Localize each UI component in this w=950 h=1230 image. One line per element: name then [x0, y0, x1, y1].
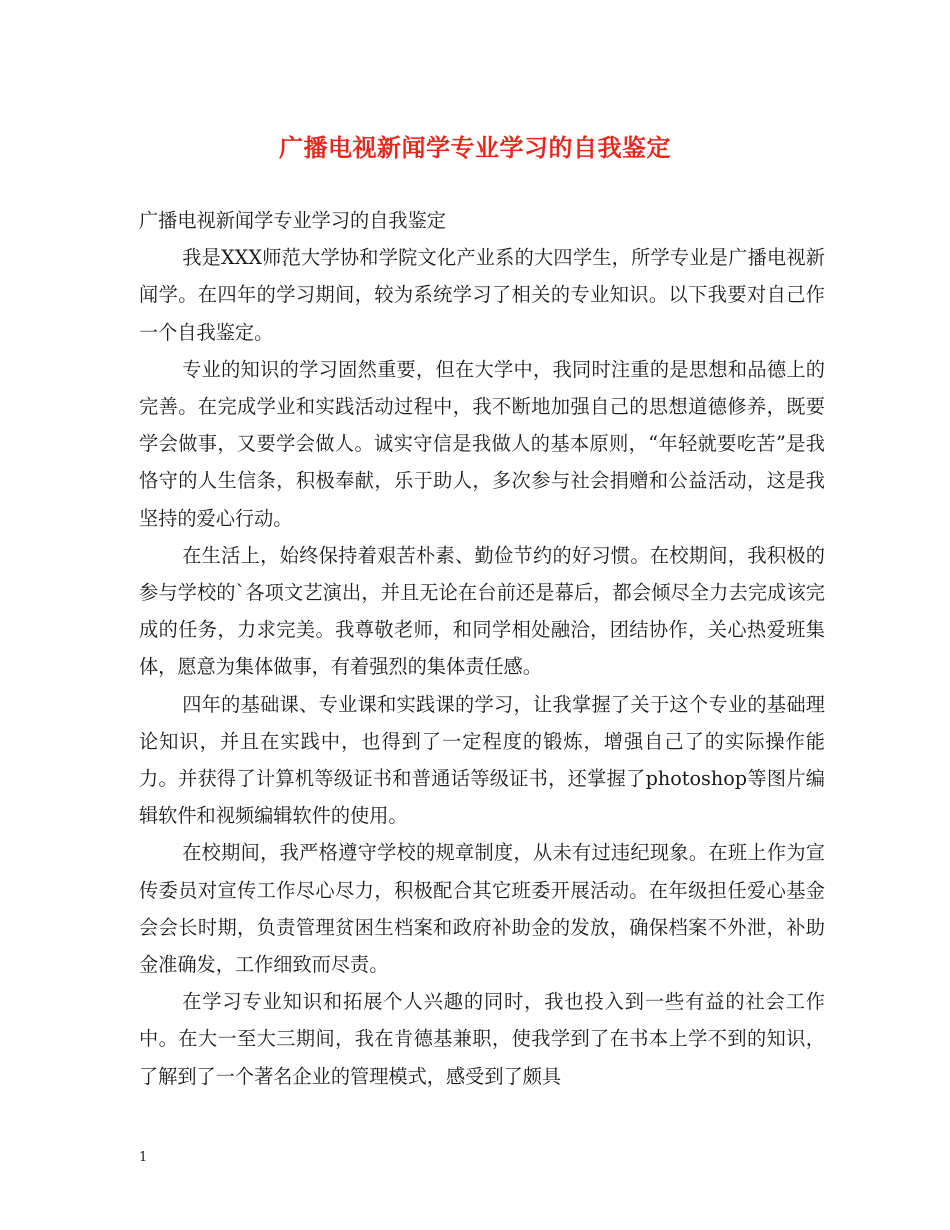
- page-number: 1: [139, 1150, 148, 1165]
- paragraph-moral: 专业的知识的学习固然重要，但在大学中，我同时注重的是思想和品德上的完善。在完成学业和实践活动过程中，我不断地加强自己的思想道德修养，既要学会做事，又要学会做人。诚实守信是我做人的基本原则，“年轻就要吃苦”是我恪守的人生信条，积极奉献，乐于助人，多次参与社会捐赠和公益活动，这是我坚持的爱心行动。: [139, 357, 825, 530]
- document-body: [139, 202, 825, 1095]
- paragraph-intro: 我是XXX师范大学协和学院文化产业系的大四学生，所学专业是广播电视新闻学。在四年的学习期间，较为系统学习了相关的专业知识。以下我要对自己作一个自我鉴定。: [139, 246, 825, 344]
- paragraph-life: 在生活上，始终保持着艰苦朴素、勤俭节约的好习惯。在校期间，我积极的参与学校的`各项文艺演出，并且无论在台前还是幕后，都会倾尽全力去完成该完成的任务，力求完美。我尊敬老师，和同学相处融洽，团结协作，关心热爱班集体，愿意为集体做事，有着强烈的集体责任感。: [139, 543, 825, 679]
- paragraph-study: 四年的基础课、专业课和实践课的学习，让我掌握了关于这个专业的基础理论知识，并且在实践中，也得到了一定程度的锻炼，增强自己了的实际操作能力。并获得了计算机等级证书和普通话等级证书，还掌握了photoshop等图片编辑软件和视频编辑软件的使用。: [139, 692, 825, 828]
- paragraph-discipline: 在校期间，我严格遵守学校的规章制度，从未有过违纪现象。在班上作为宣传委员对宣传工作尽心尽力，积极配合其它班委开展活动。在年级担任爱心基金会会长时期，负责管理贫困生档案和政府补助金的发放，确保档案不外泄，补助金准确发，工作细致而尽责。: [139, 841, 825, 977]
- document-title: 广播电视新闻学专业学习的自我鉴定: [279, 133, 671, 162]
- document-subtitle: 广播电视新闻学专业学习的自我鉴定: [139, 209, 446, 232]
- paragraph-social-work: 在学习专业知识和拓展个人兴趣的同时，我也投入到一些有益的社会工作中。在大一至大三期间，我在肯德基兼职，使我学到了在书本上学不到的知识，了解到了一个著名企业的管理模式，感受到了颇具: [139, 990, 825, 1088]
